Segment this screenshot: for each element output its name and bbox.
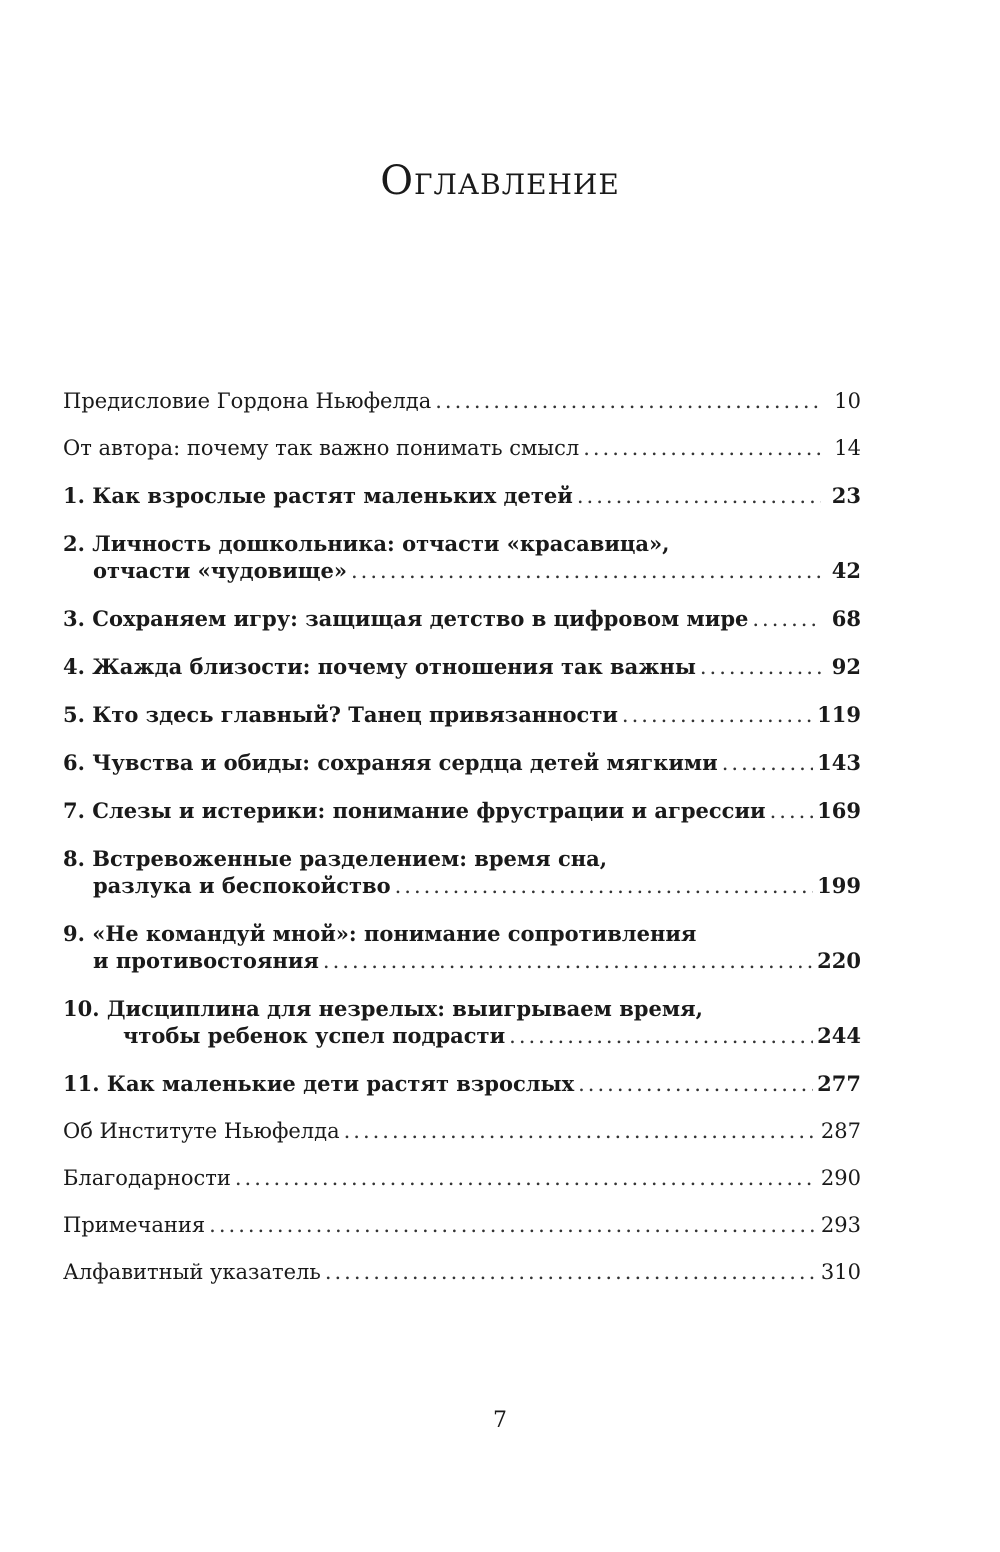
toc-entry-chapter-11 xyxy=(63,1070,861,1098)
toc-entry-title: Благодарности xyxy=(63,1166,231,1190)
toc-entry-title: 2. Личность дошкольника: отчасти «красавица», xyxy=(63,531,670,556)
toc-entry xyxy=(63,388,861,415)
toc-entry-title: 3. Сохраняем игру: защищая детство в цифровом мире xyxy=(63,606,749,631)
toc-entry-title: Примечания xyxy=(63,1213,206,1237)
toc-entry-title: 1. Как взрослые растят маленьких детей xyxy=(63,483,573,508)
toc-entry-title: 6. Чувства и обиды: сохраняя сердца детей мягкими xyxy=(63,750,718,775)
toc-entry-title-continued: отчасти «чудовище» xyxy=(93,558,347,583)
toc-entry-page: 293 xyxy=(820,1213,861,1237)
toc-entry-page: 92 xyxy=(831,654,861,679)
toc-entry-title: 7. Слезы и истерики: понимание фрустрации и агрессии xyxy=(63,798,766,823)
dot-leader xyxy=(344,1118,817,1145)
toc-entry-chapter-7 xyxy=(63,797,861,825)
dot-leader xyxy=(770,798,814,825)
toc-entry-title: От автора: почему так важно понимать смысл xyxy=(63,436,580,460)
toc-entry-title: Об Институте Ньюфелда xyxy=(63,1119,340,1143)
toc-entry-page: 169 xyxy=(817,798,861,823)
toc-entry xyxy=(63,1212,861,1239)
toc-entry-page: 287 xyxy=(820,1119,861,1143)
toc-entry-chapter-8 xyxy=(63,845,861,900)
dot-leader xyxy=(622,702,813,729)
toc-entry-page: 143 xyxy=(817,750,861,775)
dot-leader xyxy=(577,483,821,510)
toc-entry xyxy=(63,1118,861,1145)
toc-entry-title-continued: чтобы ребенок успел подрасти xyxy=(123,1023,506,1048)
toc-entry-page: 68 xyxy=(831,606,861,631)
toc-entry-title: 8. Встревоженные разделением: время сна, xyxy=(63,846,608,871)
dot-leader xyxy=(722,750,813,777)
dot-leader xyxy=(509,1023,813,1050)
toc-entry-chapter-4 xyxy=(63,653,861,681)
dot-leader xyxy=(209,1212,817,1239)
toc-entry-page: 277 xyxy=(817,1071,861,1096)
toc-entry-page: 244 xyxy=(817,1023,861,1048)
toc-entry-chapter-2 xyxy=(63,530,861,585)
toc-entry-title: 5. Кто здесь главный? Танец привязанности xyxy=(63,702,618,727)
dot-leader xyxy=(235,1165,817,1192)
toc-entry-page: 14 xyxy=(834,436,861,460)
toc-entry-chapter-6 xyxy=(63,749,861,777)
toc-entry-title: Алфавитный указатель xyxy=(63,1260,321,1284)
dot-leader xyxy=(351,558,821,585)
toc-entry-page: 220 xyxy=(817,948,861,973)
dot-leader xyxy=(325,1259,817,1286)
toc-entry-title-continued: и противостояния xyxy=(93,948,319,973)
dot-leader xyxy=(752,606,821,633)
toc-entry xyxy=(63,1165,861,1192)
toc-entry xyxy=(63,435,861,462)
page-number: 7 xyxy=(493,1408,507,1433)
toc-entry-title: Предисловие Гордона Ньюфелда xyxy=(63,389,432,413)
toc-entry-page: 23 xyxy=(831,483,861,508)
toc-entry-page: 310 xyxy=(820,1260,861,1284)
toc-entry-page: 42 xyxy=(831,558,861,583)
toc-entry-title: 10. Дисциплина для незрелых: выигрываем время, xyxy=(63,996,703,1021)
toc-entry-page: 290 xyxy=(820,1166,861,1190)
toc-entry-title: 4. Жажда близости: почему отношения так важны xyxy=(63,654,696,679)
toc-entry-chapter-10 xyxy=(63,995,861,1050)
dot-leader xyxy=(435,388,821,415)
toc-entry-chapter-5 xyxy=(63,701,861,729)
toc-entry-chapter-1 xyxy=(63,482,861,510)
toc-entry-chapter-3 xyxy=(63,605,861,633)
table-of-contents xyxy=(63,388,861,1306)
page-title: Оглавление xyxy=(380,158,620,204)
toc-entry-title: 9. «Не командуй мной»: понимание сопротивления xyxy=(63,921,697,946)
toc-entry-title-continued: разлука и беспокойство xyxy=(93,873,391,898)
toc-entry-page: 119 xyxy=(817,702,861,727)
toc-entry-title: 11. Как маленькие дети растят взрослых xyxy=(63,1071,575,1096)
toc-entry-page: 199 xyxy=(817,873,861,898)
dot-leader xyxy=(583,435,821,462)
toc-entry xyxy=(63,1259,861,1286)
toc-entry-page: 10 xyxy=(834,389,861,413)
dot-leader xyxy=(395,873,814,900)
dot-leader xyxy=(323,948,813,975)
toc-entry-chapter-9 xyxy=(63,920,861,975)
dot-leader xyxy=(700,654,821,681)
dot-leader xyxy=(578,1071,813,1098)
